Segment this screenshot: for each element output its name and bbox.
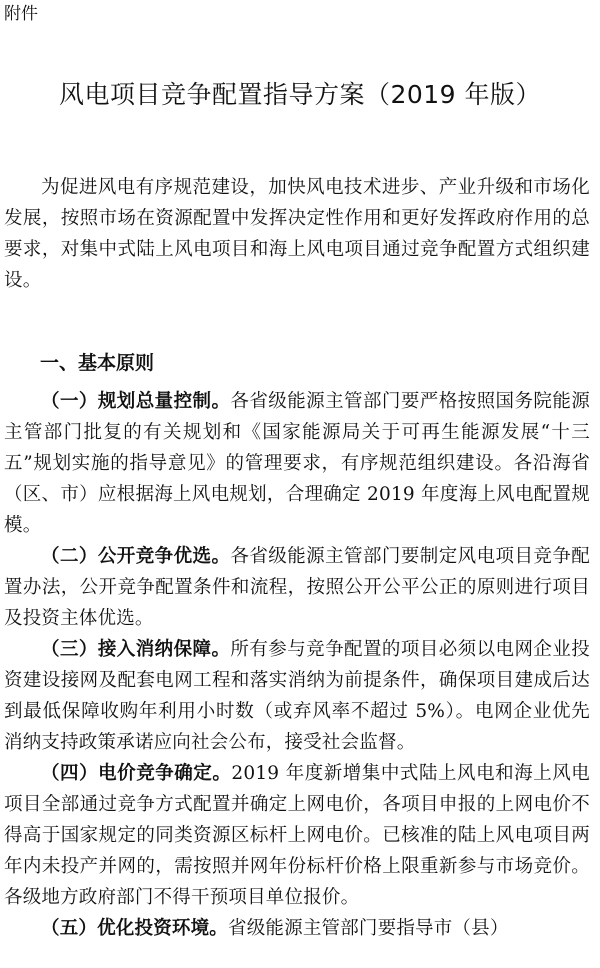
principle-heading: （三）接入消纳保障。: [41, 639, 231, 660]
principle-heading: （四）电价竞争确定。: [41, 763, 232, 784]
attachment-label: 附件: [4, 4, 38, 24]
principle-text: 所有参与竞争配置的项目必须以电网企业投资建设接网及配套电网工程和落实消纳为前提条件，确保项目建成后达到最低保障收购年利用小时数（或弃风率不超过 5%）。电网企业优先消纳支持政策承诺应向社会公布，接受社会监督。: [4, 639, 590, 753]
principle-heading: （二）公开竞争优选。: [41, 546, 231, 567]
principle-paragraph-3: [4, 634, 590, 758]
document-title: 风电项目竞争配置指导方案（2019 年版）: [58, 80, 542, 109]
principle-text: 各省级能源主管部门要制定风电项目竞争配置办法，公开竞争配置条件和流程，按照公开公平公正的原则进行项目及投资主体优选。: [4, 546, 590, 629]
section-content: [4, 386, 590, 944]
principle-paragraph-2: [4, 541, 590, 634]
principle-heading: （五）优化投资环境。: [41, 918, 229, 939]
intro-block: [4, 172, 590, 296]
principle-text: 2019 年度新增集中式陆上风电和海上风电项目全部通过竞争方式配置并确定上网电价，各项目申报的上网电价不得高于国家规定的同类资源区标杆上网电价。已核准的陆上风电项目两年内未投产并网的，需按照并网年份标杆价格上限重新参与市场竞价。各级地方政府部门不得干预项目单位报价。: [4, 763, 590, 908]
intro-paragraph: 为促进风电有序规范建设，加快风电技术进步、产业升级和市场化发展，按照市场在资源配置中发挥决定性作用和更好发挥政府作用的总要求，对集中式陆上风电项目和海上风电项目通过竞争配置方式组织建设。: [4, 177, 590, 291]
section-heading: 一、基本原则: [40, 352, 155, 374]
principle-text: 各省级能源主管部门要严格按照国务院能源主管部门批复的有关规划和《国家能源局关于可再生能源发展“十三五”规划实施的指导意见》的管理要求，有序规范组织建设。各沿海省（区、市）应根据海上风电规划，合理确定 2019 年度海上风电配置规模。: [4, 391, 590, 536]
principle-paragraph-5: [4, 913, 590, 944]
principle-paragraph-1: [4, 386, 590, 541]
principle-heading: （一）规划总量控制。: [41, 391, 231, 412]
principle-paragraph-4: [4, 758, 590, 913]
principle-text: 省级能源主管部门要指导市（县）: [228, 918, 509, 939]
